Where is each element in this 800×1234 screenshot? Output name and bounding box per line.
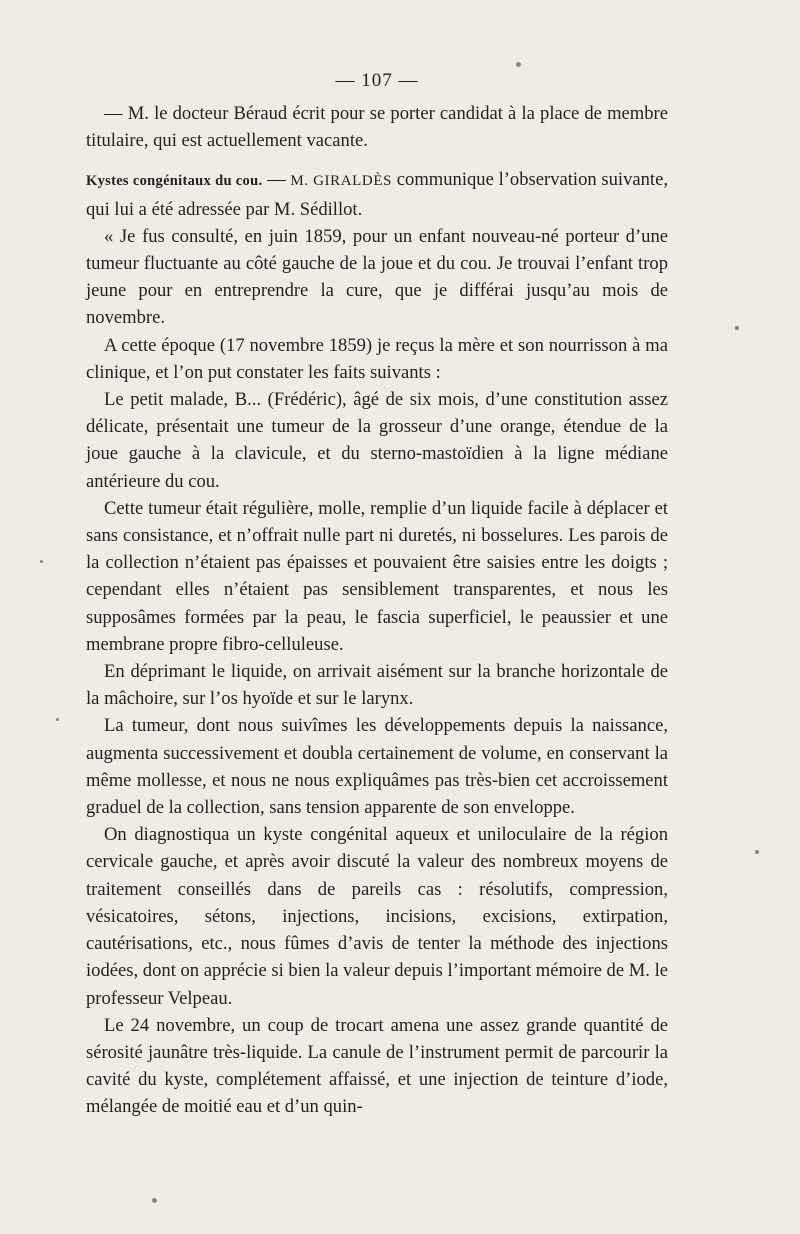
paper-speck (516, 62, 521, 67)
paper-speck (56, 718, 59, 721)
document-page (86, 68, 668, 1121)
section-heading-paragraph (86, 166, 668, 222)
paper-speck (152, 1198, 157, 1203)
body-paragraph-2: A cette époque (17 novembre 1859) je reçus la mère et son nourrisson à ma clinique, et l’on put constater les faits suivants : (86, 334, 668, 383)
body-paragraph-1: « Je fus consulté, en juin 1859, pour un enfant nouveau-né porteur d’une tumeur fluctuante au côté gauche de la joue et du cou. Je trouvai l’enfant trop jeune pour en entreprendre la cure, que je différai jusqu’au mois de novembre. (86, 225, 668, 329)
section-lead: communique l’observation suivante, qui lui a été adressée par M. Sédillot. (86, 169, 668, 220)
body-paragraph-4: Cette tumeur était régulière, molle, remplie d’un liquide facile à déplacer et sans consistance, et n’offrait nulle part ni duretés, ni bosselures. Les parois de la collection n’étaient pas épaisses et pouvaient être saisies entre les doigts ; cependant elles n’étaient pas sensiblement transparentes, et nous les supposâmes formées par la peau, le fascia superficiel, le peaussier et une membrane propre fibro-celluleuse. (86, 497, 668, 655)
body-paragraph-5: En déprimant le liquide, on arrivait aisément sur la branche horizontale de la mâchoire, sur l’os hyoïde et sur le larynx. (86, 661, 668, 710)
intro-paragraph: — M. le docteur Béraud écrit pour se porter candidat à la place de membre titulaire, qui est actuellement vacante. (86, 103, 668, 152)
body-paragraph-3: Le petit malade, B... (Frédéric), âgé de six mois, d’une constitution assez délicate, présentait une tumeur de la grosseur d’une orange, étendue de la joue gauche à la clavicule, et du sterno-mastoïdien à la ligne médiane antérieure du cou. (86, 389, 668, 492)
page-number: — 107 — (335, 70, 419, 91)
section-heading: Kystes congénitaux du cou. (86, 173, 263, 190)
paper-speck (40, 560, 43, 563)
paper-speck (735, 326, 739, 330)
speaker-name: M. GIRALDÈS (290, 173, 393, 190)
paper-speck (755, 850, 759, 854)
body-paragraph-6: La tumeur, dont nous suivîmes les développements depuis la naissance, augmenta successivement et doubla certainement de volume, en conservant la même mollesse, et nous ne nous expliquâmes pas très-bien cet accroissement graduel de la collection, sans tension apparente de son enveloppe. (86, 715, 668, 819)
body-paragraph-8: Le 24 novembre, un coup de trocart amena une assez grande quantité de sérosité jaunâtre très-liquide. La canule de l’instrument permit de parcourir la cavité du kyste, complétement affaissé, et une injection de teinture d’iode, mélangée de moitié eau et d’un quin- (86, 1014, 668, 1118)
heading-dash: — (262, 169, 291, 191)
body-paragraph-7: On diagnostiqua un kyste congénital aqueux et uniloculaire de la région cervicale gauche, et après avoir discuté la valeur des nombreux moyens de traitement conseillés dans de pareils cas : résolutifs, compression, vésicatoires, sétons, injections, incisions, excisions, extirpation, cautérisations, etc., nous fûmes d’avis de tenter la méthode des injections iodées, dont on apprécie si bien la valeur depuis l’important mémoire de M. le professeur Velpeau. (86, 824, 668, 1009)
